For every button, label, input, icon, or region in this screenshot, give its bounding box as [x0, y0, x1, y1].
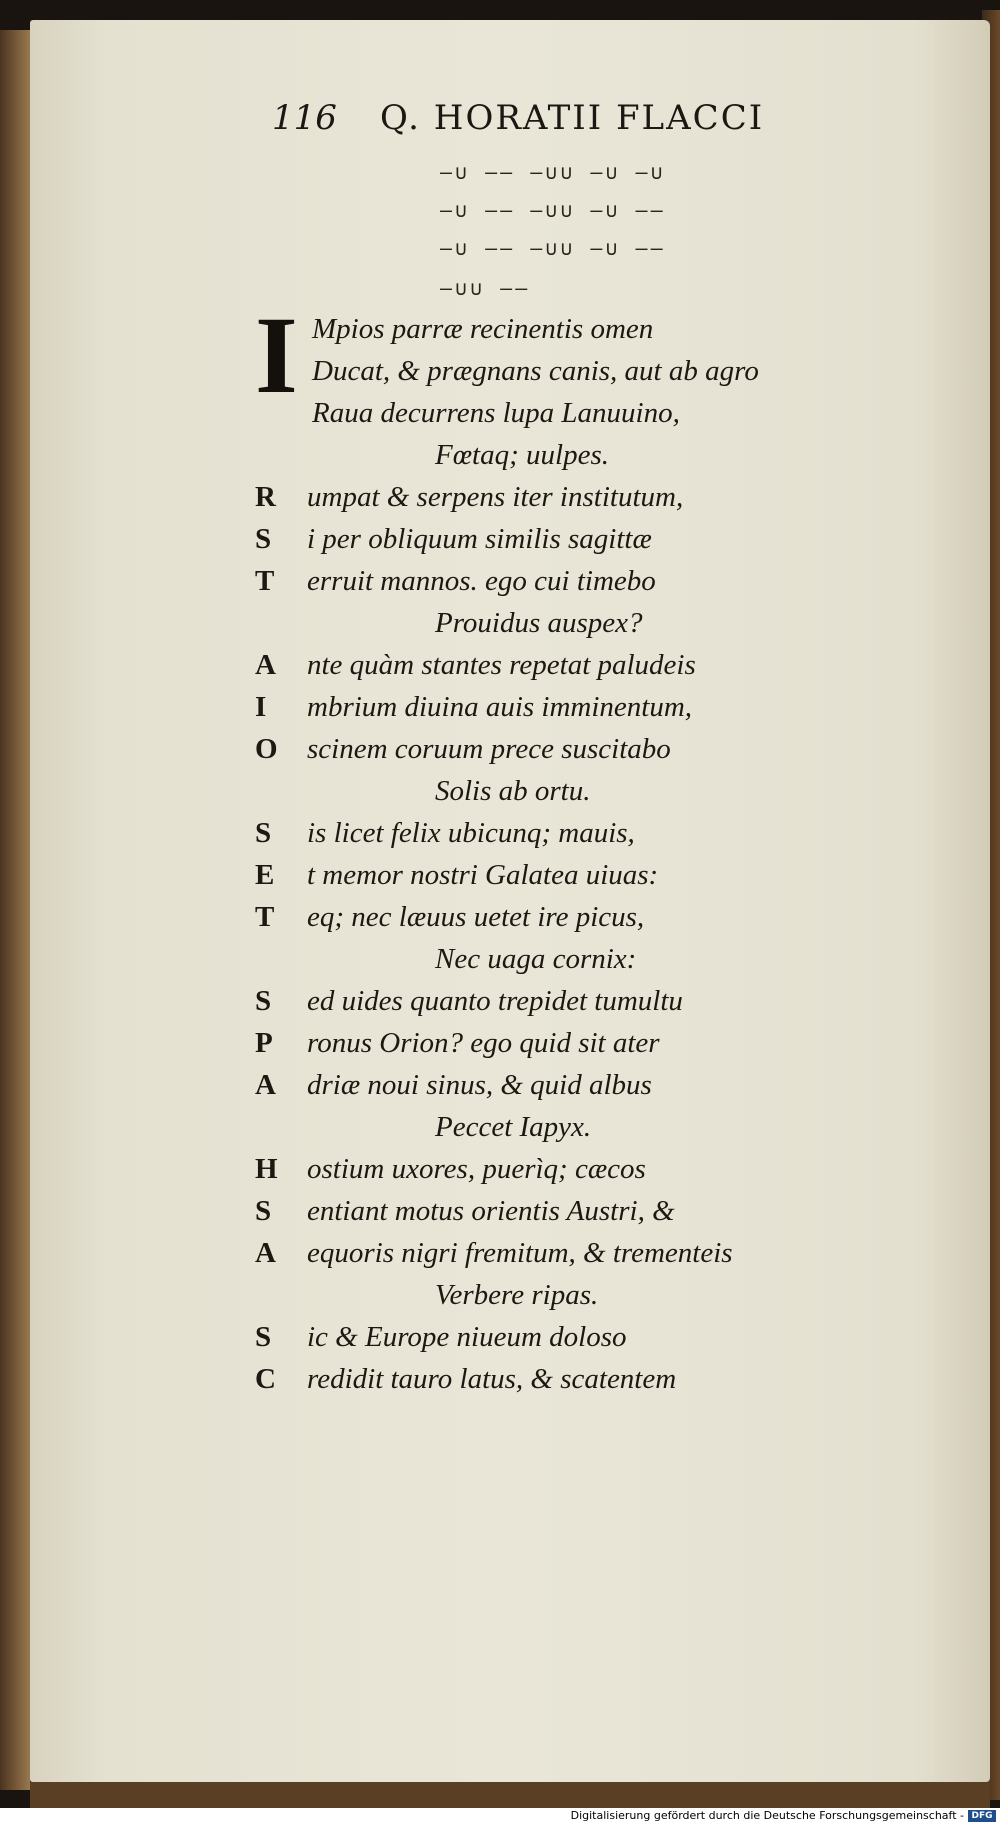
verse-line — [435, 775, 591, 808]
verse-text: driæ noui sinus, & quid albus — [307, 1069, 652, 1101]
verse-text: t memor nostri Galatea uiuas: — [307, 859, 659, 891]
verse-text: Solis ab ortu. — [435, 775, 591, 807]
verse-line — [255, 817, 635, 850]
verse-line — [312, 355, 759, 388]
verse-line — [255, 1321, 627, 1354]
meter-line: –∪ –– –∪∪ –∪ –– — [440, 236, 666, 260]
verse-text: Fœtaq; uulpes. — [435, 439, 609, 471]
verse-text: erruit mannos. ego cui timebo — [307, 565, 656, 597]
verse-line — [255, 1069, 652, 1102]
verse-initial: S — [255, 985, 272, 1017]
verse-initial: P — [255, 1027, 273, 1059]
verse-initial: S — [255, 1195, 272, 1227]
verse-line — [255, 481, 683, 514]
verse-text: i per obliquum similis sagittæ — [307, 523, 652, 555]
verse-initial: S — [255, 817, 272, 849]
verse-line — [255, 1195, 675, 1228]
verse-line — [255, 691, 692, 724]
verse-text: umpat & serpens iter institutum, — [307, 481, 684, 513]
verse-line — [435, 1111, 591, 1144]
verse-line — [435, 439, 609, 472]
meter-line: –∪ –– –∪∪ –∪ –∪ — [440, 160, 666, 184]
verse-text: is licet felix ubicunq; mauis, — [307, 817, 635, 849]
verse-initial: I — [255, 691, 267, 723]
verse-line — [255, 523, 652, 556]
verse-line — [435, 943, 636, 976]
verse-line — [255, 1153, 646, 1186]
dfg-logo: DFG — [968, 1810, 996, 1822]
verse-initial: C — [255, 1363, 276, 1395]
running-head: Q. HORATII FLACCI — [380, 98, 765, 138]
verse-text: mbrium diuina auis imminentum, — [307, 691, 693, 723]
verse-line — [312, 397, 680, 430]
verse-line — [255, 733, 671, 766]
verse-initial: R — [255, 481, 276, 513]
verse-text: Raua decurrens lupa Lanuuino, — [312, 397, 680, 429]
verse-initial: A — [255, 1069, 276, 1101]
verse-text: ic & Europe niueum doloso — [307, 1321, 627, 1353]
verse-line — [255, 649, 696, 682]
verse-text: scinem coruum prece suscitabo — [307, 733, 671, 765]
verse-initial: O — [255, 733, 278, 765]
show-through-shadow — [880, 160, 980, 1460]
verse-text: ed uides quanto trepidet tumultu — [307, 985, 683, 1017]
verse-text: ronus Orion? ego quid sit ater — [307, 1027, 660, 1059]
verse-initial: T — [255, 901, 275, 933]
verse-text: redidit tauro latus, & scatentem — [307, 1363, 677, 1395]
verse-text: Peccet Iapyx. — [435, 1111, 592, 1143]
verse-initial: E — [255, 859, 275, 891]
verse-initial: A — [255, 649, 276, 681]
verse-text: entiant motus orientis Austri, & — [307, 1195, 675, 1227]
verse-line — [255, 1237, 733, 1270]
drop-cap: I — [255, 294, 298, 416]
verse-line — [255, 985, 683, 1018]
verse-text: ostium uxores, puerìq; cæcos — [307, 1153, 646, 1185]
verse-text: Prouidus auspex? — [435, 607, 643, 639]
verse-text: nte quàm stantes repetat paludeis — [307, 649, 696, 681]
verse-text: eq; nec læuus uetet ire picus, — [307, 901, 645, 933]
verse-text: equoris nigri fremitum, & trementeis — [307, 1237, 733, 1269]
verse-initial: S — [255, 523, 272, 555]
digitization-footer — [0, 1808, 1000, 1825]
verse-text: Ducat, & prægnans canis, aut ab agro — [312, 355, 759, 387]
funding-credit: Digitalisierung gefördert durch die Deutsche Forschungsgemeinschaft - — [570, 1809, 964, 1822]
verse-initial: H — [255, 1153, 278, 1185]
verse-line — [255, 901, 644, 934]
verse-initial: T — [255, 565, 275, 597]
verse-line — [312, 313, 653, 346]
verse-initial: A — [255, 1237, 276, 1269]
verse-text: Verbere ripas. — [435, 1279, 599, 1311]
verse-line — [255, 1363, 676, 1396]
verse-text: Mpios parræ recinentis omen — [312, 313, 654, 345]
verse-line — [255, 859, 658, 892]
meter-line: –∪ –– –∪∪ –∪ –– — [440, 198, 666, 222]
meter-line: –∪∪ –– — [440, 276, 531, 300]
verse-line — [435, 607, 643, 640]
verse-line — [255, 1027, 660, 1060]
page-number: 116 — [272, 98, 337, 138]
verse-line — [435, 1279, 598, 1312]
verse-line — [255, 565, 656, 598]
verse-text: Nec uaga cornix: — [435, 943, 637, 975]
verse-initial: S — [255, 1321, 272, 1353]
